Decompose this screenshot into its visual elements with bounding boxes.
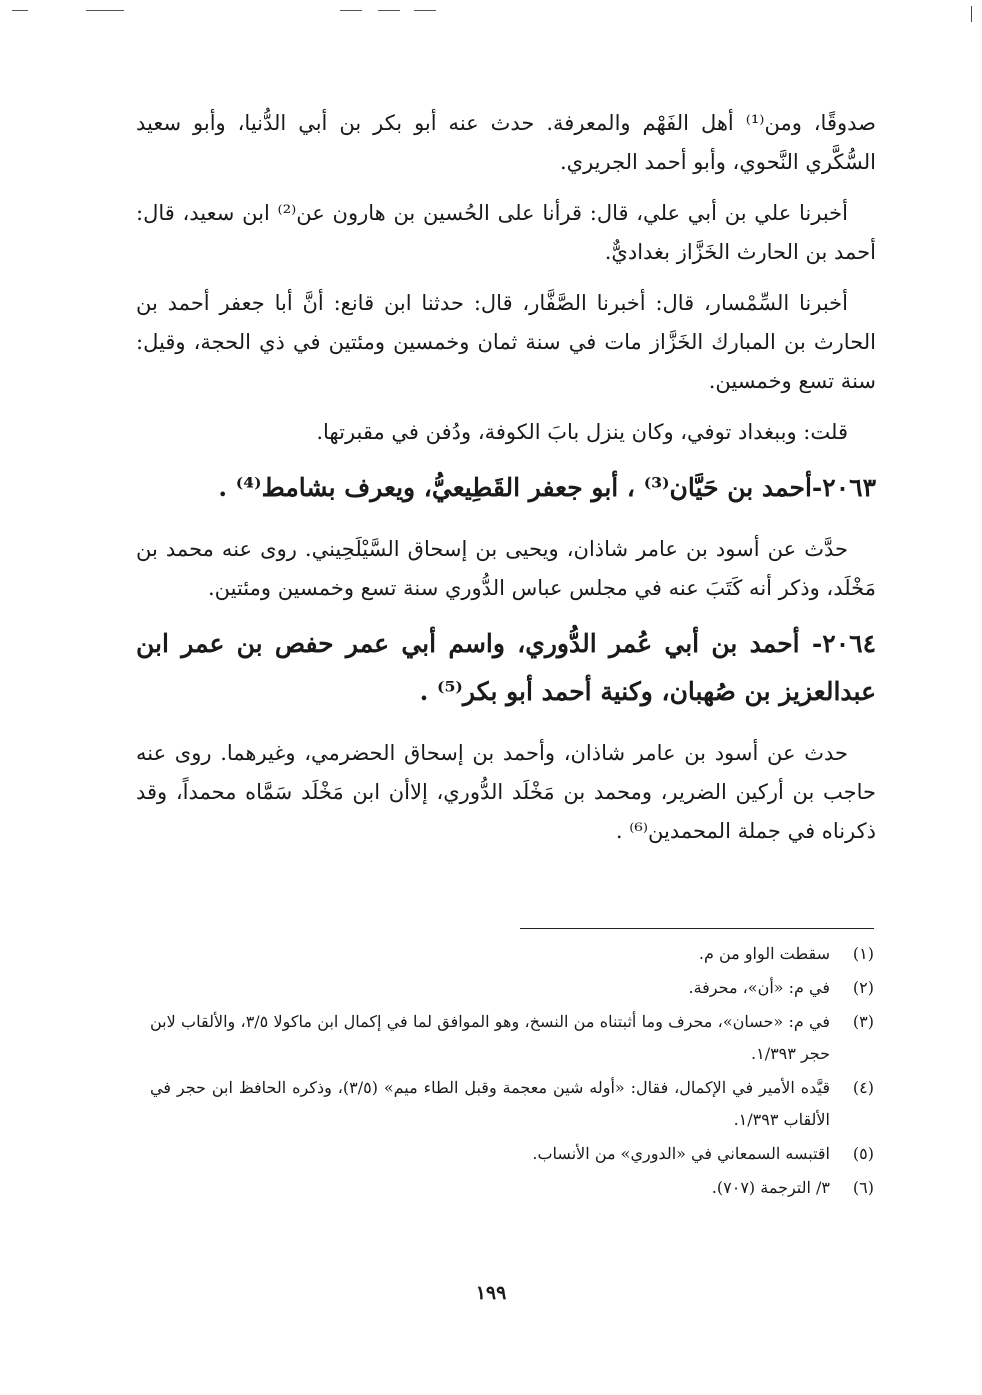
footnote xyxy=(150,1138,874,1170)
footnote-number: (١) xyxy=(852,944,874,963)
entry-heading: ٢٠٦٣-أحمد بن حَيَّان⁽³⁾ ، أبو جعفر القَطِيعيُّ، ويعرف بشامط⁽⁴⁾ . xyxy=(218,473,876,502)
scan-artifact xyxy=(12,10,28,11)
entry-heading: ٢٠٦٤- أحمد بن أبي عُمر الدُّوري، واسم أبي عمر حفص بن عمر ابن عبدالعزيز بن صُهبان، وكنية أحمد أبو بكر⁽⁵⁾ . xyxy=(136,629,876,706)
paragraph: قلت: وببغداد توفي، وكان ينزل بابَ الكوفة، ودُفن في مقبرتها. xyxy=(316,420,848,444)
footnote-text: في م: «أن»، محرفة. xyxy=(688,978,830,997)
footnote-text: ٣/ الترجمة (٧٠٧). xyxy=(711,1178,830,1197)
paragraph: أخبرنا السِّمْسار، قال: أخبرنا الصَّفَّار، قال: حدثنا ابن قانع: أنَّ أبا جعفر أحمد بن الحارث بن المبارك الخَزَّاز مات في سنة ثمان وخمسين ومئتين في ذي الحجة، وقيل: سنة تسع وخمسين. xyxy=(136,291,876,393)
footnote xyxy=(150,1072,874,1136)
footnote-text: قيَّده الأمير في الإكمال، فقال: «أوله شين معجمة وقبل الطاء ميم» (٣/٥)، وذكره الحافظ ابن حجر في الألقاب ١/٣٩٣. xyxy=(150,1078,831,1129)
scan-artifact xyxy=(340,10,362,11)
paragraph: حدَّث عن أسود بن عامر شاذان، ويحيى بن إسحاق السَّيْلَحِيني. روى عنه محمد بن مَخْلَد، وذكر أنه كَتَبَ عنه في مجلس عباس الدُّوري سنة تسع وخمسين ومئتين. xyxy=(136,537,876,600)
footnote xyxy=(150,1172,874,1204)
scan-artifact xyxy=(378,10,400,11)
main-text xyxy=(136,104,876,863)
footnote-number: (٤) xyxy=(852,1078,874,1097)
paragraph: صدوقًا، ومن⁽¹⁾ أهل الفَهْم والمعرفة. حدث عنه أبو بكر بن أبي الدُّنيا، وأبو سعيد السُّكَّري النَّحوي، وأبو أحمد الجريري. xyxy=(136,111,876,174)
footnote-number: (٦) xyxy=(852,1178,874,1197)
footnotes xyxy=(150,938,874,1206)
footnote-text: سقطت الواو من م. xyxy=(698,944,830,963)
paragraph: حدث عن أسود بن عامر شاذان، وأحمد بن إسحاق الحضرمي، وغيرهما. روى عنه حاجب بن أركين الضرير، ومحمد بن مَخْلَد الدُّوري، إلاأن ابن مَخْلَد سَمَّاه محمداً، وقد ذكرناه في جملة المحمدين⁽⁶⁾ . xyxy=(136,741,876,843)
footnote-text: اقتبسه السمعاني في «الدوري» من الأنساب. xyxy=(532,1144,830,1163)
footnote-text: في م: «حسان»، محرف وما أثبتناه من النسخ، وهو الموافق لما في إكمال ابن ماكولا ٣/٥، والألقاب لابن حجر ١/٣٩٣. xyxy=(150,1012,831,1063)
scan-artifact xyxy=(86,10,124,11)
paragraph: أخبرنا علي بن أبي علي، قال: قرأنا على الحُسين بن هارون عن⁽²⁾ ابن سعيد، قال: أحمد بن الحارث الخَزَّاز بغداديٌّ. xyxy=(136,201,876,264)
page-number: ١٩٩ xyxy=(475,1282,507,1304)
footnote xyxy=(150,972,874,1004)
footnote-number: (٥) xyxy=(852,1144,874,1163)
footnote-number: (٣) xyxy=(852,1012,874,1031)
scan-artifact xyxy=(971,6,972,22)
footnote-separator xyxy=(520,928,874,929)
footnote xyxy=(150,1006,874,1070)
footnote xyxy=(150,938,874,970)
footnote-number: (٢) xyxy=(852,978,874,997)
scan-artifact xyxy=(414,10,436,11)
